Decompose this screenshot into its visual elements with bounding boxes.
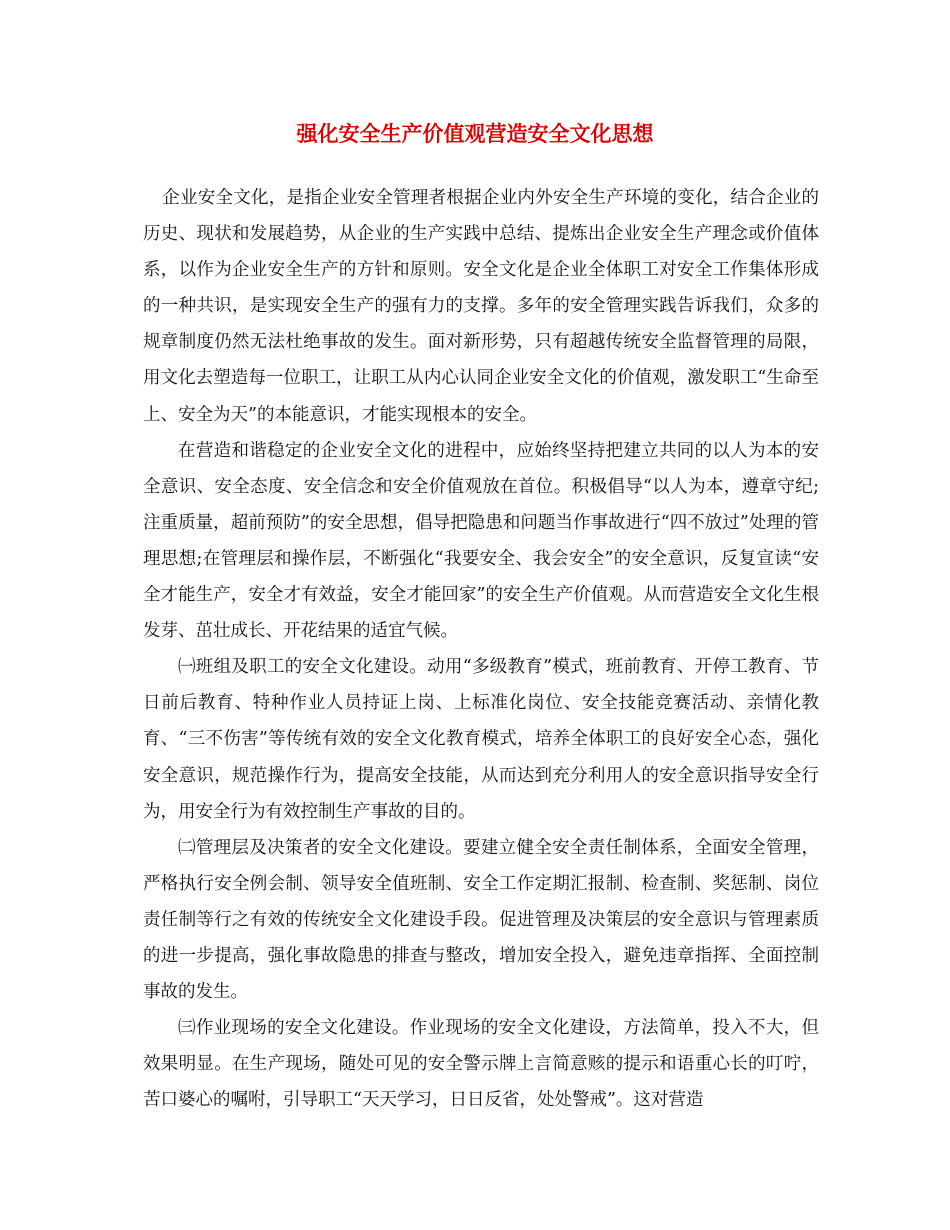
document-body — [143, 180, 819, 1118]
paragraph-team-culture: ㈠班组及职工的安全文化建设。动用“多级教育”模式，班前教育、开停工教育、节日前后教育、特种作业人员持证上岗、上标准化岗位、安全技能竞赛活动、亲情化教育、“三不伤害”等传统有效的安全文化教育模式，培养全体职工的良好安全心态，强化安全意识，规范操作行为，提高安全技能，从而达到充分利用人的安全意识指导安全行为，用安全行为有效控制生产事故的目的。 — [143, 657, 819, 822]
document-title: 强化安全生产价值观营造安全文化思想 — [296, 121, 654, 146]
paragraph-site-culture: ㈢作业现场的安全文化建设。作业现场的安全文化建设，方法简单，投入不大，但效果明显。在生产现场，随处可见的安全警示牌上言简意赅的提示和语重心长的叮咛，苦口婆心的嘱咐，引导职工“天天学习，日日反省，处处警戒”。这对营造 — [143, 1018, 819, 1111]
paragraph-management-culture: ㈡管理层及决策者的安全文化建设。要建立健全安全责任制体系，全面安全管理，严格执行安全例会制、领导安全值班制、安全工作定期汇报制、检查制、奖惩制、岗位责任制等行之有效的传统安全文化建设手段。促进管理及决策层的安全意识与管理素质的进一步提高，强化事故隐患的排查与整改，增加安全投入，避免违章指挥、全面控制事故的发生。 — [143, 837, 819, 1003]
paragraph-intro: 企业安全文化，是指企业安全管理者根据企业内外安全生产环境的变化，结合企业的历史、现状和发展趋势，从企业的生产实践中总结、提炼出企业安全生产理念或价值体系，以作为企业安全生产的方针和原则。安全文化是企业全体职工对安全工作集体形成的一种共识，是实现安全生产的强有力的支撑。多年的安全管理实践告诉我们，众多的规章制度仍然无法杜绝事故的发生。面对新形势，只有超越传统安全监督管理的局限，用文化去塑造每一位职工，让职工从内心认同企业安全文化的价值观，激发职工“生命至上、安全为天”的本能意识，才能实现根本的安全。 — [143, 188, 819, 425]
paragraph-values: 在营造和谐稳定的企业安全文化的进程中，应始终坚持把建立共同的以人为本的安全意识、安全态度、安全信念和安全价值观放在首位。积极倡导“以人为本，遵章守纪;注重质量，超前预防”的安全思想，倡导把隐患和问题当作事故进行“四不放过”处理的管理思想;在管理层和操作层，不断强化“我要安全、我会安全”的安全意识，反复宣读“安全才能生产，安全才有效益，安全才能回家”的安全生产价值观。从而营造安全文化生根发芽、茁壮成长、开花结果的适宜气候。 — [143, 440, 819, 642]
